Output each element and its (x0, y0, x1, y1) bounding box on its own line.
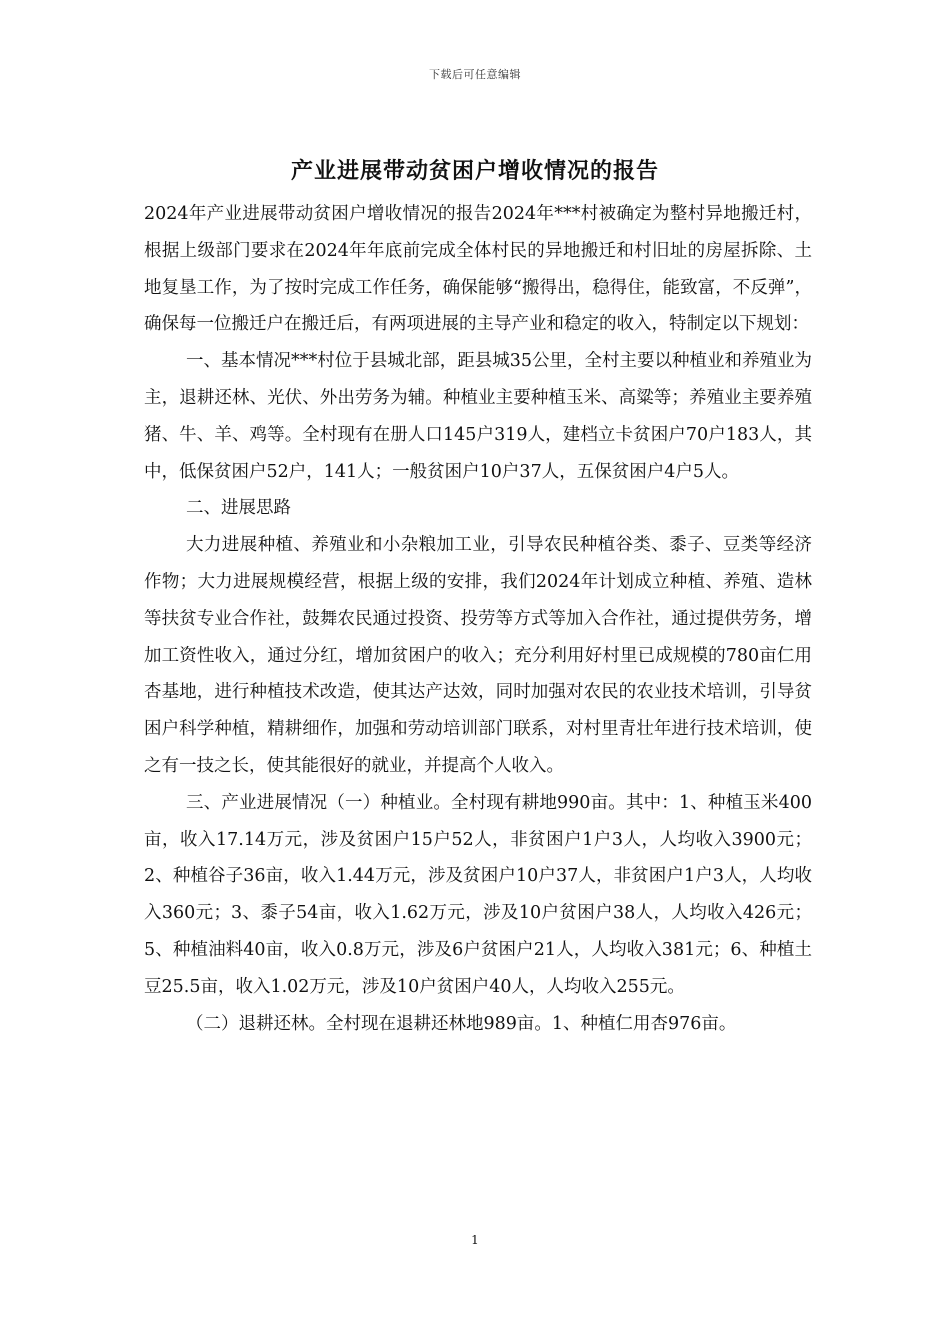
basic-situation-paragraph: 一、基本情况***村位于县城北部，距县城35公里，全村主要以种植业和养殖业为主，退耕还林、光伏、外出劳务为辅。种植业主要种植玉米、高粱等；养殖业主要养殖猪、牛、羊、鸡等。全村现有在册人口145户319人，建档立卡贫困户70户183人，其中，低保贫困户52户，141人；一般贫困户10户37人，五保贫困户4户5人。 (144, 351, 813, 482)
intro-paragraph: 2024年产业进展带动贫困户增收情况的报告2024年***村被确定为整村异地搬迁村，根据上级部门要求在2024年年底前完成全体村民的异地搬迁和村旧址的房屋拆除、土地复垦工作，为了按时完成工作任务，确保能够“搬得出，稳得住，能致富，不反弹”，确保每一位搬迁户在搬迁后，有两项进展的主导产业和稳定的收入，特制定以下规划： (144, 204, 812, 335)
reforestation-paragraph: （二）退耕还林。全村现在退耕还林地989亩。1、种植仁用杏976亩。 (186, 1013, 737, 1034)
document-body (144, 196, 812, 1042)
page-header-note: 下载后可任意编辑 (429, 68, 521, 81)
page-number: 1 (471, 1233, 479, 1247)
document-title: 产业进展带动贫困户增收情况的报告 (290, 158, 659, 184)
development-ideas-paragraph: 大力进展种植、养殖业和小杂粮加工业，引导农民种植谷类、黍子、豆类等经济作物；大力进展规模经营，根据上级的安排，我们2024年计划成立种植、养殖、造林等扶贫专业合作社，鼓舞农民通过投资、投劳等方式等加入合作社，通过提供劳务，增加工资性收入，通过分红，增加贫困户的收入；充分利用好村里已成规模的780亩仁用杏基地，进行种植技术改造，使其达产达效，同时加强对农民的农业技术培训，引导贫困户科学种植，精耕细作，加强和劳动培训部门联系，对村里青壮年进行技术培训，使之有一技之长，使其能很好的就业，并提高个人收入。 (144, 535, 812, 776)
section-heading-development-ideas: 二、进展思路 (186, 498, 291, 519)
industry-situation-paragraph: 三、产业进展情况（一）种植业。全村现有耕地990亩。其中：1、种植玉米400亩，收入17.14万元，涉及贫困户15户52人，非贫困户1户3人，人均收入3900元；2、种植谷子36亩，收入1.44万元，涉及贫困户10户37人，非贫困户1户3人，人均收入360元；3、黍子54亩，收入1.62万元，涉及10户贫困户38人，人均收入426元；5、种植油料40亩，收入0.8万元，涉及6户贫困户21人，人均收入381元；6、种植土豆25.5亩，收入1.02万元，涉及10户贫困户40人，人均收入255元。 (144, 792, 812, 997)
